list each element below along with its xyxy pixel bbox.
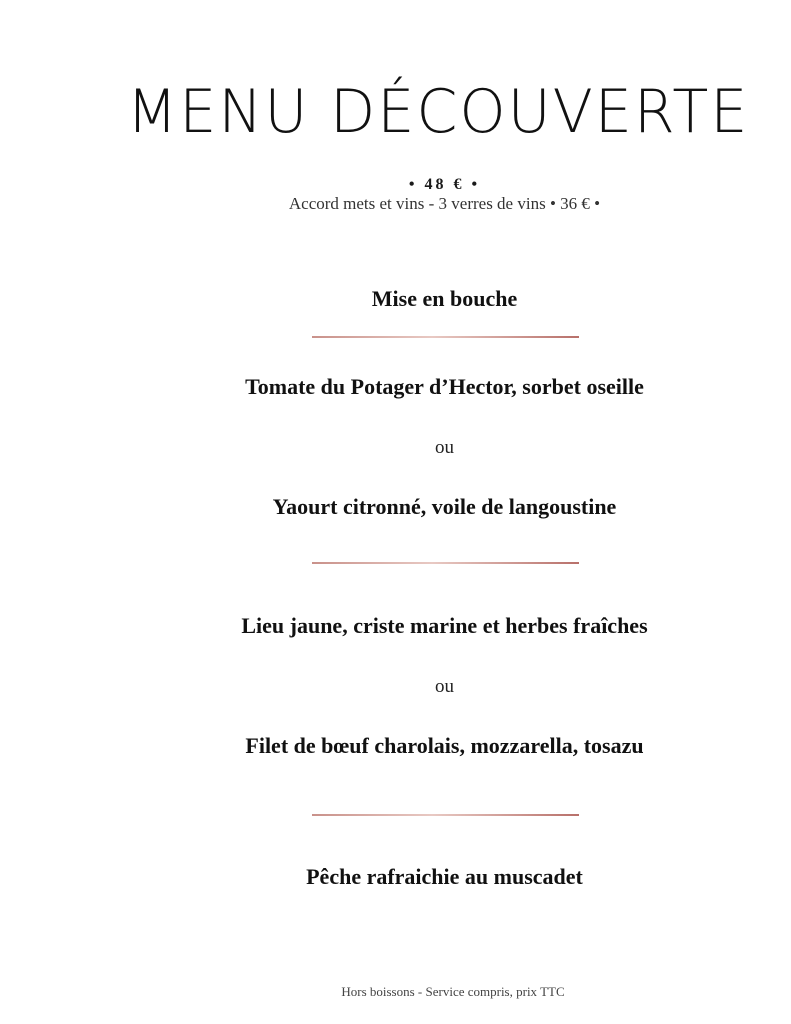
menu-title: MENU DÉCOUVERTE (126, 77, 750, 147)
wine-pairing-price: Accord mets et vins - 3 verres de vins • 36 € • (288, 194, 601, 213)
course-amuse-bouche: Mise en bouche (371, 286, 518, 311)
section-divider (312, 336, 579, 338)
dessert: Pêche rafraichie au muscadet (306, 864, 583, 889)
starter-option-2: Yaourt citronné, voile de langoustine (272, 494, 617, 519)
menu-price: • 48 € • (408, 176, 481, 193)
section-divider (312, 814, 579, 816)
footer-note: Hors boissons - Service compris, prix TTC (341, 984, 565, 999)
main-option-1: Lieu jaune, criste marine et herbes fraîches (241, 613, 648, 638)
or-separator: ou (435, 437, 454, 458)
main-option-2: Filet de bœuf charolais, mozzarella, tosazu (245, 733, 644, 758)
section-divider (312, 562, 579, 564)
starter-option-1: Tomate du Potager d’Hector, sorbet oseille (245, 374, 644, 399)
or-separator: ou (435, 676, 454, 697)
